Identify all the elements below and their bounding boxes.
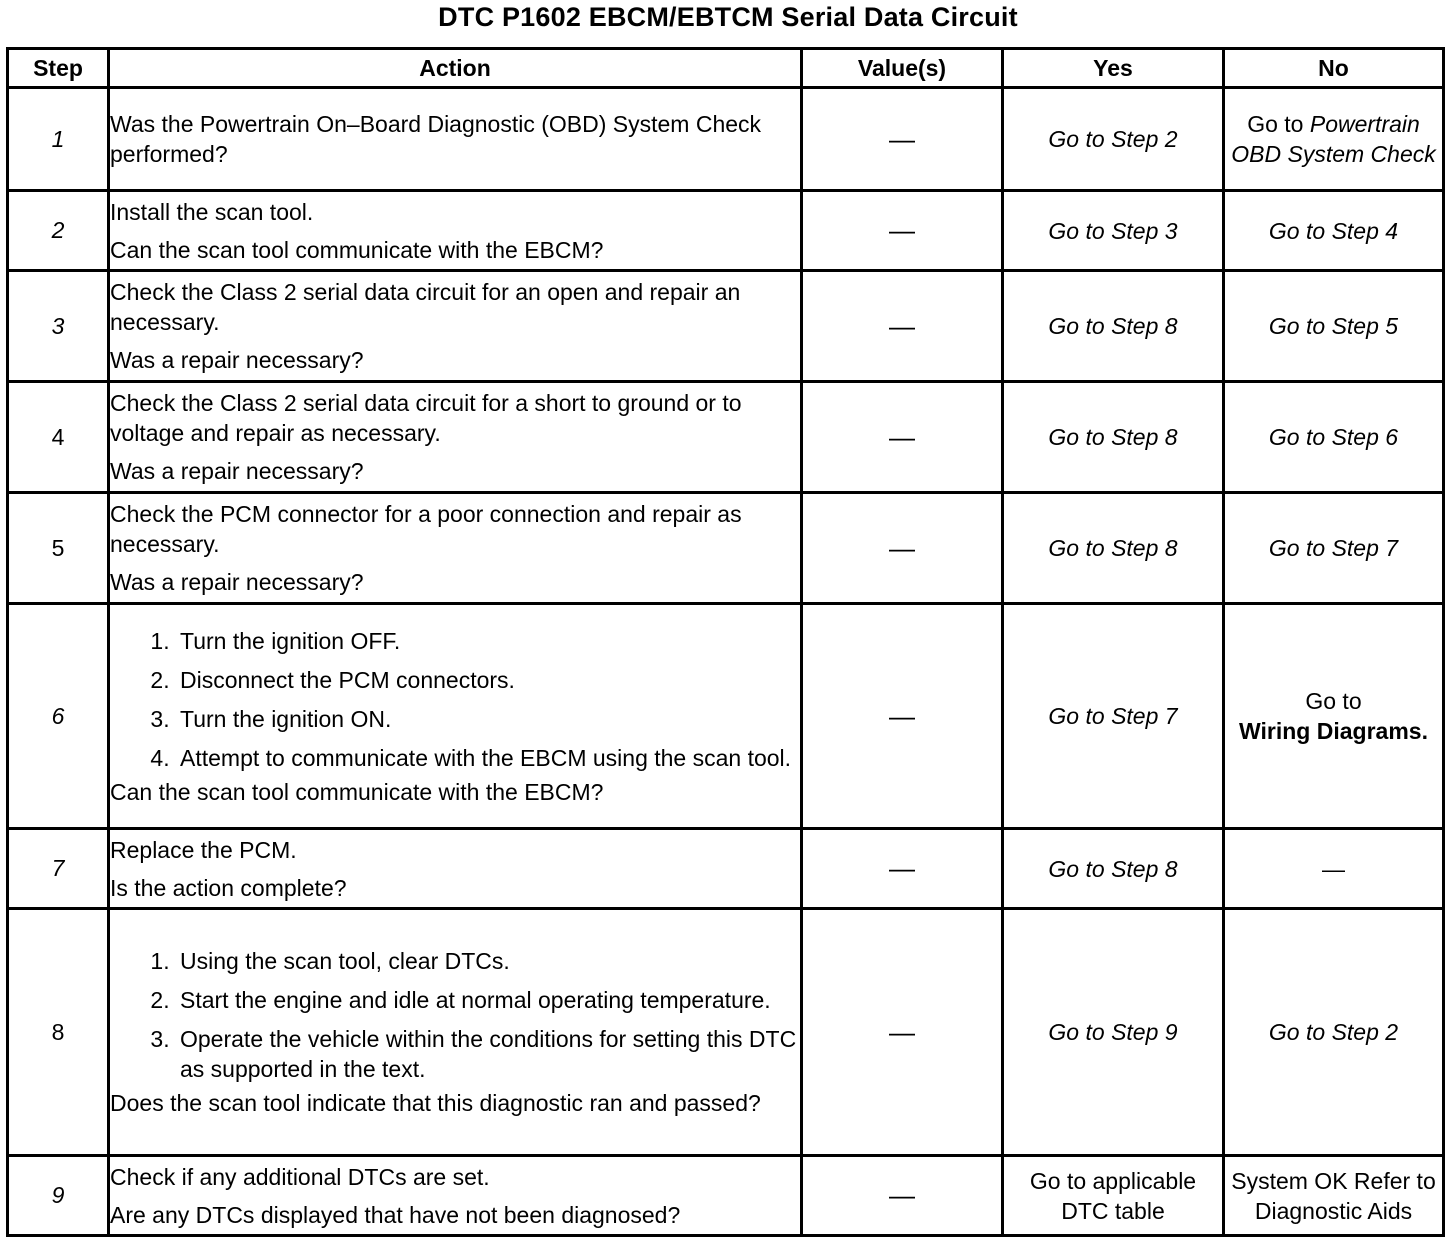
step-number: 7 — [8, 829, 109, 909]
action-text: Install the scan tool. — [110, 198, 314, 225]
action-text: Check the PCM connector for a poor connection and repair as necessary. — [110, 501, 742, 557]
action-cell — [109, 191, 802, 271]
value-cell: — — [802, 382, 1003, 493]
step-number: 6 — [8, 604, 109, 829]
action-text: Replace the PCM. — [110, 836, 297, 863]
list-item: 1. Using the scan tool, clear DTCs. — [176, 946, 800, 976]
no-prefix: Go to — [1247, 111, 1304, 137]
value-cell: — — [802, 88, 1003, 191]
action-question: Was a repair necessary? — [110, 347, 364, 373]
yes-cell: Go to Step 8 — [1003, 271, 1224, 382]
table-row — [8, 191, 1444, 271]
no-cell: Go to Step 4 — [1224, 191, 1444, 271]
list-item: 2. Start the engine and idle at normal operating temperature. — [176, 985, 800, 1015]
no-reference: Wiring Diagrams. — [1239, 718, 1428, 744]
action-cell — [109, 88, 802, 191]
yes-cell: Go to applicable DTC table — [1003, 1156, 1224, 1236]
action-steps-list — [110, 626, 800, 773]
step-number: 4 — [8, 382, 109, 493]
table-row — [8, 382, 1444, 493]
value-cell: — — [802, 829, 1003, 909]
no-prefix: Go to — [1305, 688, 1362, 714]
value-cell: — — [802, 1156, 1003, 1236]
action-text: Was the Powertrain On–Board Diagnostic (OBD) System Check performed? — [110, 111, 762, 167]
yes-cell: Go to Step 2 — [1003, 88, 1224, 191]
action-question: Was a repair necessary? — [110, 458, 364, 484]
table-row — [8, 604, 1444, 829]
step-number: 3 — [8, 271, 109, 382]
list-item: 1. Turn the ignition OFF. — [176, 626, 800, 656]
yes-cell: Go to Step 3 — [1003, 191, 1224, 271]
list-item: 2. Disconnect the PCM connectors. — [176, 665, 800, 695]
table-row — [8, 909, 1444, 1156]
action-steps-list — [110, 946, 800, 1084]
action-cell — [109, 271, 802, 382]
no-reference: Powertrain OBD System Check — [1231, 111, 1436, 167]
action-cell — [109, 829, 802, 909]
step-number: 8 — [8, 909, 109, 1156]
value-cell: — — [802, 191, 1003, 271]
action-cell — [109, 382, 802, 493]
action-cell — [109, 1156, 802, 1236]
diagnostic-table — [6, 47, 1445, 1237]
header-step: Step — [8, 49, 109, 88]
action-question: Can the scan tool communicate with the EBCM? — [110, 778, 604, 805]
table-row — [8, 88, 1444, 191]
action-question: Can the scan tool communicate with the EBCM? — [110, 236, 604, 263]
action-question: Is the action complete? — [110, 874, 347, 901]
step-number: 5 — [8, 493, 109, 604]
header-action: Action — [109, 49, 802, 88]
no-cell: Go to Step 2 — [1224, 909, 1444, 1156]
value-cell: — — [802, 909, 1003, 1156]
no-cell: — — [1224, 829, 1444, 909]
step-number: 2 — [8, 191, 109, 271]
table-row — [8, 271, 1444, 382]
header-no: No — [1224, 49, 1444, 88]
value-cell: — — [802, 493, 1003, 604]
page-title: DTC P1602 EBCM/EBTCM Serial Data Circuit — [438, 2, 1018, 32]
no-cell: Go to Step 6 — [1224, 382, 1444, 493]
action-cell — [109, 493, 802, 604]
no-cell: Go to Step 5 — [1224, 271, 1444, 382]
action-question: Does the scan tool indicate that this diagnostic ran and passed? — [110, 1090, 761, 1116]
step-number: 9 — [8, 1156, 109, 1236]
action-text: Check if any additional DTCs are set. — [110, 1163, 490, 1190]
yes-cell: Go to Step 8 — [1003, 493, 1224, 604]
table-row — [8, 1156, 1444, 1236]
table-row — [8, 829, 1444, 909]
value-cell: — — [802, 271, 1003, 382]
yes-cell: Go to Step 9 — [1003, 909, 1224, 1156]
list-item: 3. Turn the ignition ON. — [176, 704, 800, 734]
header-yes: Yes — [1003, 49, 1224, 88]
action-cell — [109, 604, 802, 829]
yes-cell: Go to Step 8 — [1003, 829, 1224, 909]
action-text: Check the Class 2 serial data circuit for a short to ground or to voltage and repair as necessary. — [110, 390, 742, 446]
list-item: 4. Attempt to communicate with the EBCM using the scan tool. — [176, 743, 800, 773]
header-row — [8, 49, 1444, 88]
header-value: Value(s) — [802, 49, 1003, 88]
step-number: 1 — [8, 88, 109, 191]
value-cell: — — [802, 604, 1003, 829]
no-cell: System OK Refer to Diagnostic Aids — [1224, 1156, 1444, 1236]
action-question: Was a repair necessary? — [110, 569, 364, 595]
action-cell — [109, 909, 802, 1156]
no-cell: Go to Step 7 — [1224, 493, 1444, 604]
list-item: 3. Operate the vehicle within the conditions for setting this DTC as supported in the text. — [176, 1024, 800, 1084]
action-text: Check the Class 2 serial data circuit for an open and repair an necessary. — [110, 279, 741, 335]
no-cell — [1224, 604, 1444, 829]
no-cell — [1224, 88, 1444, 191]
yes-cell: Go to Step 8 — [1003, 382, 1224, 493]
yes-cell: Go to Step 7 — [1003, 604, 1224, 829]
table-row — [8, 493, 1444, 604]
action-question: Are any DTCs displayed that have not been diagnosed? — [110, 1201, 681, 1228]
